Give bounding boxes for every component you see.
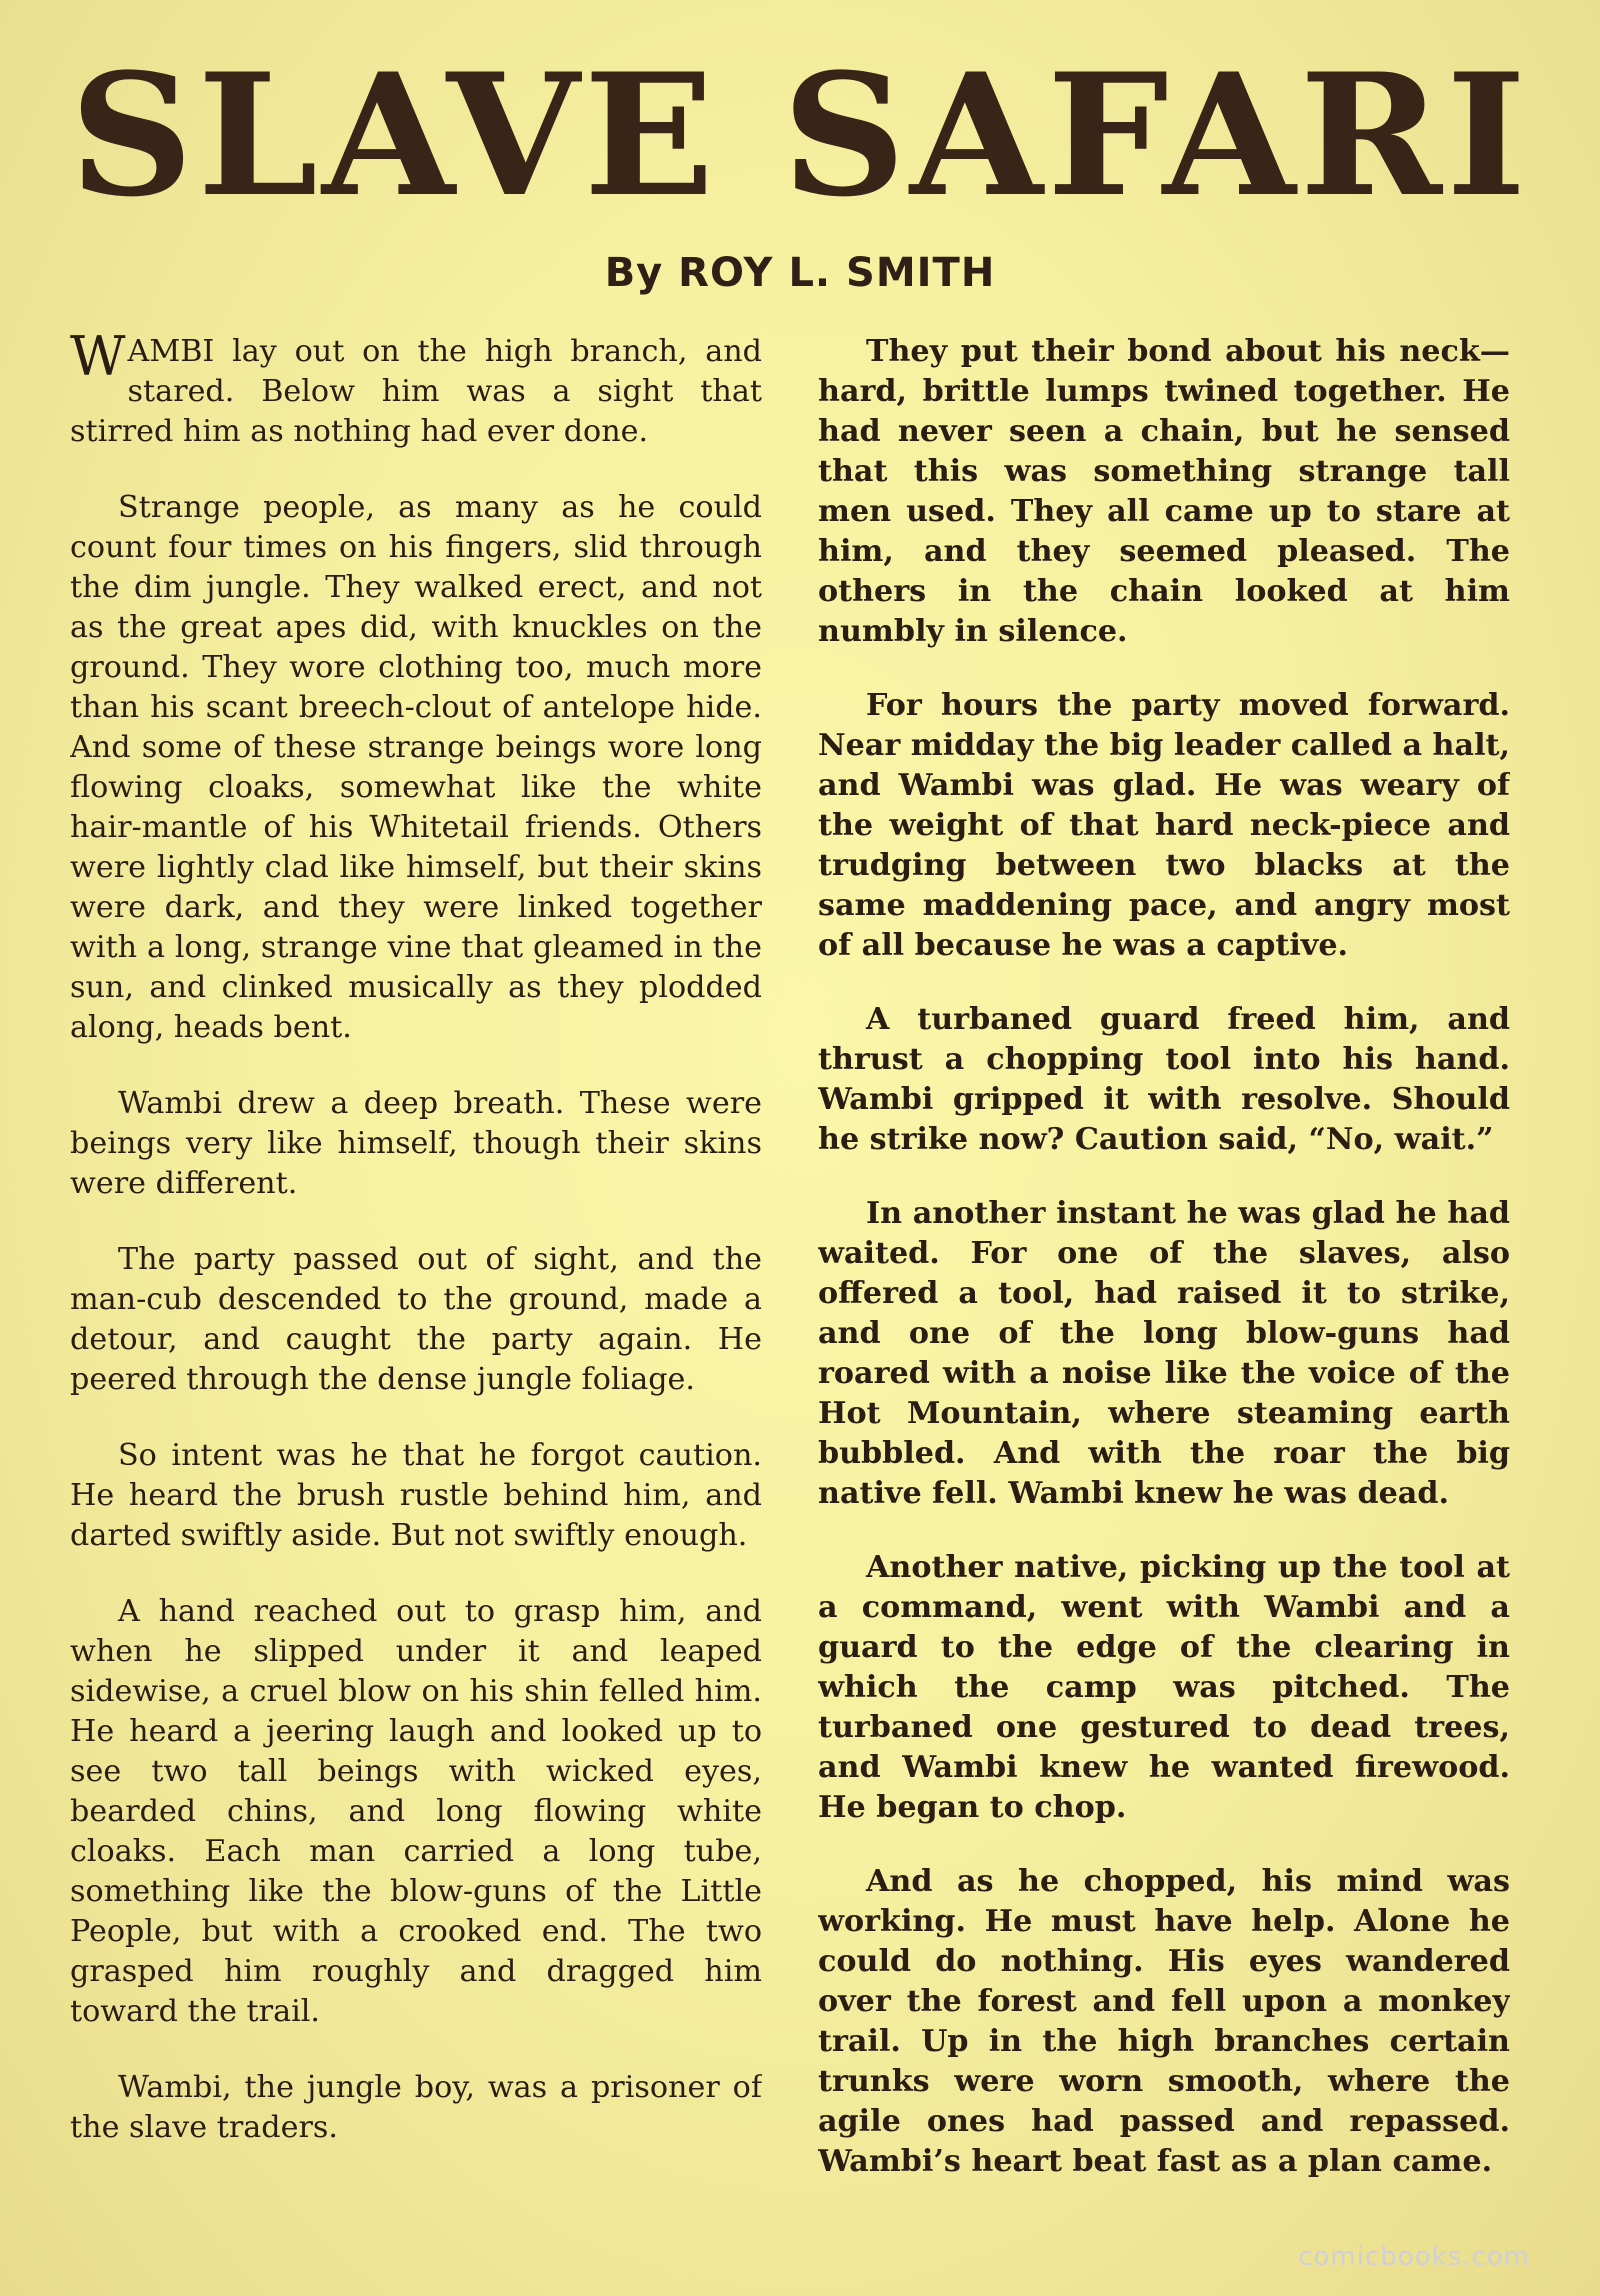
- paragraph: The party passed out of sight, and the man-cub descended to the ground, made a detour, and caught the party again. He peered through the dense jungle foliage.: [70, 1242, 762, 1397]
- paragraph: Strange people, as many as he could count four times on his fingers, slid through the dim jungle. They walked erect, and not as the great apes did, with knuckles on the ground. They wore clothing too, much more than his scant breech-clout of antelope hide. And some of these strange beings wore long flowing cloaks, somewhat like the white hair-mantle of his Whitetail friends. Others were lightly clad like himself, but their skins were dark, and they were linked together with a long, strange vine that gleamed in the sun, and clinked musically as they plodded along, heads bent.: [70, 490, 762, 1045]
- paragraph: [70, 332, 762, 452]
- paragraph: Wambi drew a deep breath. These were beings very like himself, though their skins were different.: [70, 1086, 762, 1201]
- drop-cap: W: [70, 332, 126, 388]
- paragraph: In another instant he was glad he had waited. For one of the slaves, also offered a tool, had raised it to strike, and one of the long blow-guns had roared with a noise like the voice of the Hot Mountain, where steaming earth bubbled. And with the roar the big native fell. Wambi knew he was dead.: [818, 1196, 1510, 1511]
- paragraph: So intent was he that he forgot caution. He heard the brush rustle behind him, and darted swiftly aside. But not swiftly enough.: [70, 1438, 762, 1553]
- story-title: SLAVE SAFARI: [69, 36, 1531, 234]
- paragraph-text: AMBI lay out on the high branch, and stared. Below him was a sight that stirred him as nothing had ever done.: [70, 334, 762, 449]
- byline: By ROY L. SMITH: [604, 250, 996, 296]
- paragraph: And as he chopped, his mind was working. He must have help. Alone he could do nothing. His eyes wandered over the forest and fell upon a monkey trail. Up in the high branches certain trunks were worn smooth, where the agile ones had passed and repassed. Wambi’s heart beat fast as a plan came.: [818, 1864, 1510, 2179]
- paragraph: For hours the party moved forward. Near midday the big leader called a halt, and Wambi was glad. He was weary of the weight of that hard neck-piece and trudging between two blacks at the same maddening pace, and angry most of all because he was a captive.: [818, 688, 1510, 963]
- paragraph: A turbaned guard freed him, and thrust a chopping tool into his hand. Wambi gripped it with resolve. Should he strike now? Caution said, “No, wait.”: [818, 1002, 1510, 1157]
- paragraph: Wambi, the jungle boy, was a prisoner of the slave traders.: [70, 2070, 762, 2145]
- watermark: comicbooks.com: [1298, 2242, 1530, 2272]
- left-column: [70, 332, 762, 2192]
- right-column: [818, 332, 1510, 2192]
- paragraph: A hand reached out to grasp him, and when he slipped under it and leaped sidewise, a cruel blow on his shin felled him. He heard a jeering laugh and looked up to see two tall beings with wicked eyes, bearded chins, and long flowing white cloaks. Each man carried a long tube, something like the blow-guns of the Little People, but with a crooked end. The two grasped him roughly and dragged him toward the trail.: [70, 1594, 762, 2029]
- paragraph: They put their bond about his neck—hard, brittle lumps twined together. He had never seen a chain, but he sensed that this was something strange tall men used. They all came up to stare at him, and they seemed pleased. The others in the chain looked at him numbly in silence.: [818, 334, 1510, 649]
- paragraph: Another native, picking up the tool at a command, went with Wambi and a guard to the edge of the clearing in which the camp was pitched. The turbaned one gestured to dead trees, and Wambi knew he wanted firewood. He began to chop.: [818, 1550, 1510, 1825]
